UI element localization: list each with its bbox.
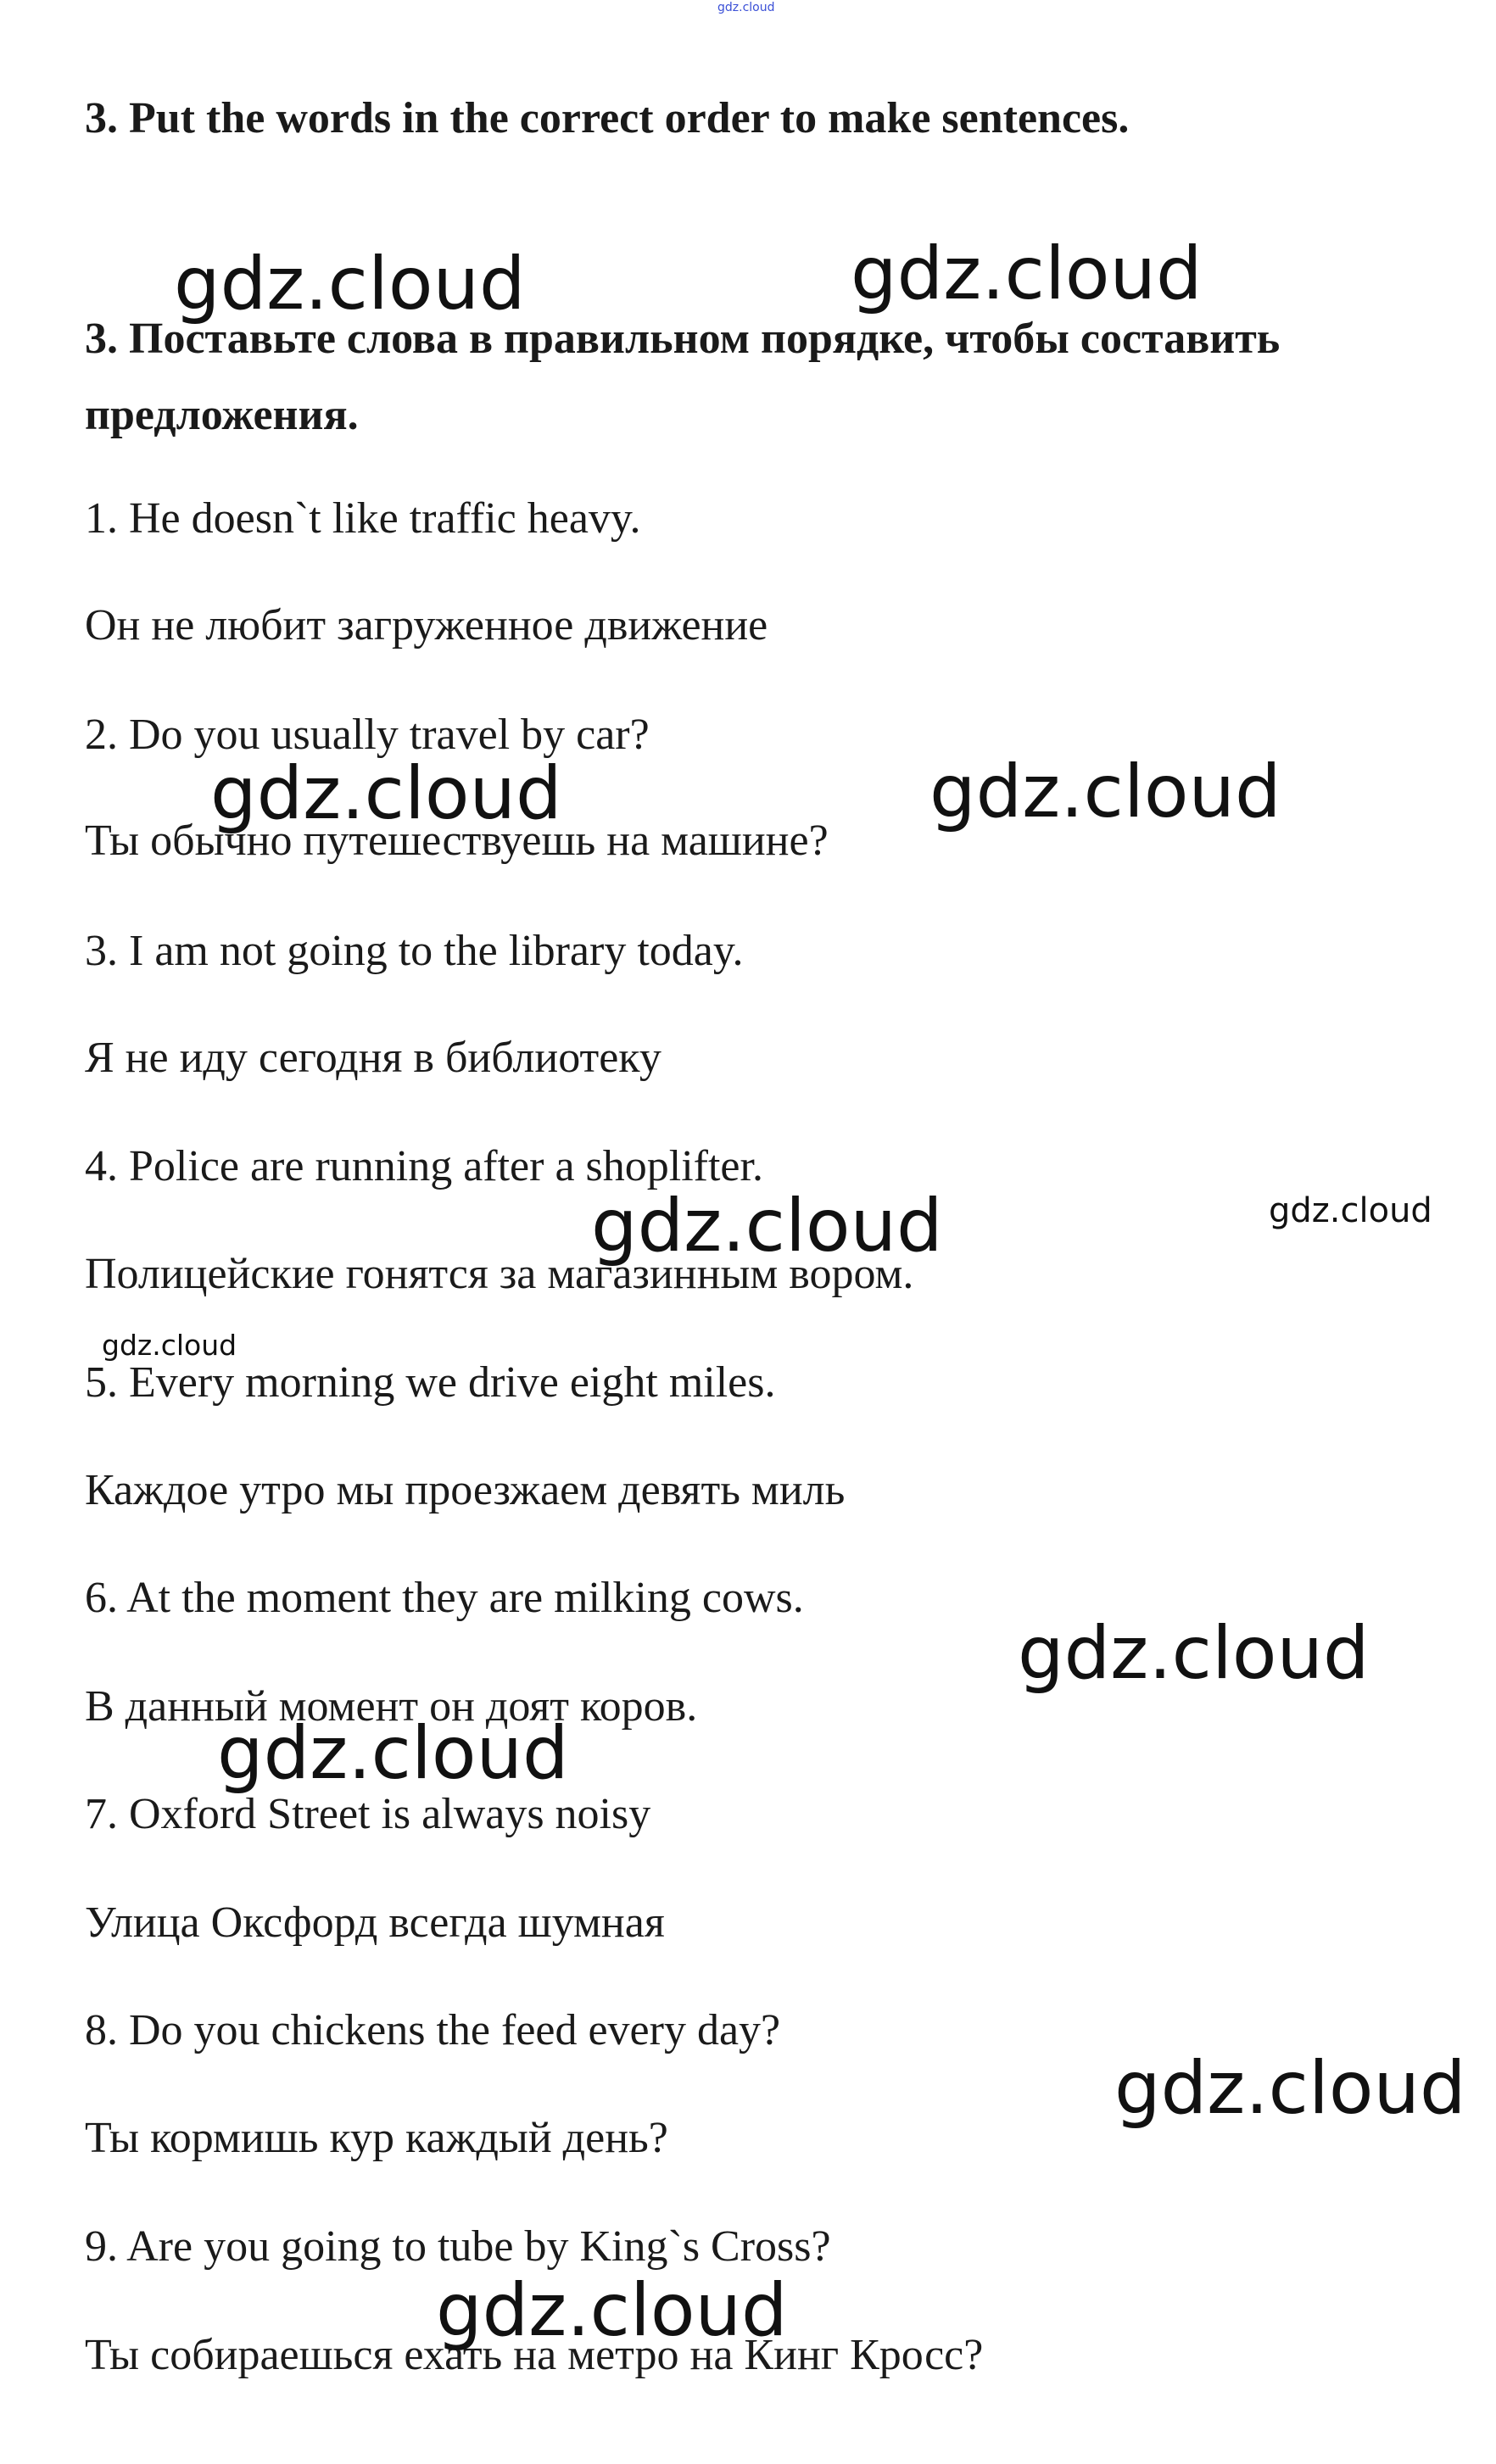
watermark: gdz.cloud [102,1329,237,1362]
watermark: gdz.cloud [591,1184,943,1268]
item-7-en: 7. Oxford Street is always noisy [85,1790,651,1838]
watermark: gdz.cloud [217,1711,569,1796]
item-6-ru: В данный момент он доят коров. [85,1682,698,1731]
watermark: gdz.cloud [210,751,562,836]
watermark: gdz.cloud [1269,1191,1432,1230]
item-8-en: 8. Do you chickens the feed every day? [85,2006,781,2054]
task-heading-en: 3. Put the words in the correct order to make sentences. [85,94,1130,142]
item-4-en: 4. Police are running after a shoplifter. [85,1142,763,1190]
item-5-ru: Каждое утро мы проезжаем девять миль [85,1466,846,1514]
item-5-en: 5. Every morning we drive eight miles. [85,1358,776,1407]
watermark: gdz.cloud [436,2268,788,2353]
task-heading-ru: 3. Поставьте слова в правильном порядке, чтобы составить предложения. [85,315,1281,439]
item-2-ru: Ты обычно путешествуешь на машине? [85,817,829,865]
watermark: gdz.cloud [1018,1611,1370,1696]
item-8-ru: Ты кормишь кур каждый день? [85,2114,668,2162]
watermark: gdz.cloud [1114,2046,1466,2131]
item-3-ru: Я не иду сегодня в библиотеку [85,1034,661,1082]
watermark: gdz.cloud [929,750,1281,834]
watermark: gdz.cloud [174,242,526,326]
item-3-en: 3. I am not going to the library today. [85,927,744,975]
item-1-ru: Он не любит загруженное движение [85,601,768,649]
item-1-en: 1. He doesn`t like traffic heavy. [85,494,641,543]
item-9-en: 9. Are you going to tube by King`s Cross? [85,2222,831,2271]
item-6-en: 6. At the moment they are milking cows. [85,1574,804,1622]
header-stamp: gdz.cloud [717,1,775,14]
watermark: gdz.cloud [851,231,1203,316]
item-2-en: 2. Do you usually travel by car? [85,711,650,759]
item-4-ru: Полицейские гонятся за магазинным вором. [85,1250,914,1298]
item-9-ru: Ты собираешься ехать на метро на Кинг Кросс? [85,2331,984,2379]
item-7-ru: Улица Оксфорд всегда шумная [85,1898,665,1947]
